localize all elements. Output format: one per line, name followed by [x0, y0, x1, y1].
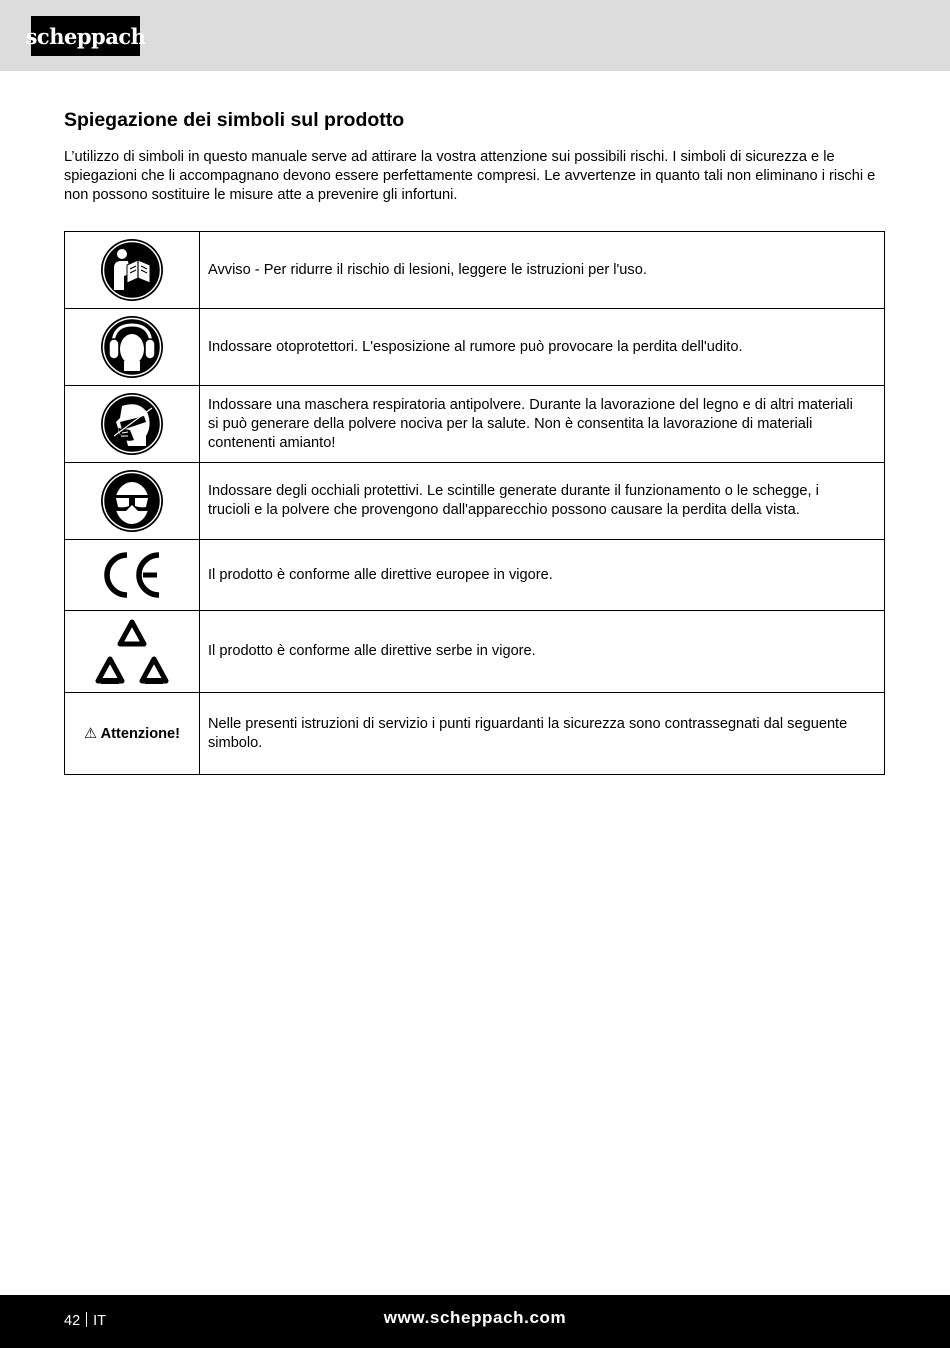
intro-paragraph: L’utilizzo di simboli in questo manuale serve ad attirare la vostra attenzione sui possibili rischi. I simboli di sicurezza e le spiegazioni che li accompagnano devono essere perfettamente compresi. Le avvertenze in quanto tali non eliminano i rischi e non possono sostituire le misure atte a prevenire gli infortuni. — [64, 149, 876, 203]
dust-mask-icon — [100, 392, 164, 456]
read-manual-icon — [100, 238, 164, 302]
symbol-cell — [65, 309, 200, 386]
table-row — [65, 611, 885, 693]
symbol-description: Avviso - Per ridurre il rischio di lesioni, leggere le istruzioni per l'uso. — [200, 232, 885, 309]
symbol-cell — [65, 386, 200, 463]
page-footer — [0, 1295, 950, 1348]
language-code: IT — [93, 1313, 107, 1329]
symbol-description: Nelle presenti istruzioni di servizio i punti riguardanti la sicurezza sono contrassegnati dal seguente simbolo. — [200, 693, 885, 775]
symbol-cell — [65, 693, 200, 775]
table-row — [65, 232, 885, 309]
symbols-table — [64, 231, 885, 775]
symbol-description: Indossare degli occhiali protettivi. Le scintille generate durante il funzionamento o le schegge, i trucioli e la polvere che provengono dall'apparecchio possono causare la perdita della vista. — [200, 463, 885, 540]
ear-protection-icon — [100, 315, 164, 379]
symbol-cell — [65, 232, 200, 309]
symbol-description: Il prodotto è conforme alle direttive europee in vigore. — [200, 540, 885, 611]
safety-goggles-icon — [100, 469, 164, 533]
symbol-description: Indossare una maschera respiratoria antipolvere. Durante la lavorazione del legno e di altri materiali si può generare della polvere nociva per la salute. Non è consentita la lavorazione di materiali contenenti amianto! — [200, 386, 885, 463]
ce-mark-icon — [99, 551, 165, 599]
table-row — [65, 540, 885, 611]
logo-text: scheppach — [25, 23, 146, 49]
table-row — [65, 309, 885, 386]
table-row — [65, 693, 885, 775]
warning-label: ⚠ Attenzione! — [83, 725, 181, 742]
scheppach-logo — [25, 16, 146, 56]
symbol-cell — [65, 611, 200, 693]
main-content — [64, 106, 886, 205]
website-link[interactable]: www.scheppach.com — [383, 1308, 567, 1327]
symbol-cell — [65, 540, 200, 611]
page-title: Spiegazione dei simboli sul prodotto — [64, 109, 405, 131]
serbian-conformity-icon — [95, 619, 169, 685]
symbol-description: Indossare otoprotettori. L'esposizione al rumore può provocare la perdita dell'udito. — [200, 309, 885, 386]
table-row — [65, 463, 885, 540]
page-number: 42 — [64, 1313, 81, 1329]
page-header — [0, 0, 950, 71]
symbol-description: Il prodotto è conforme alle direttive serbe in vigore. — [200, 611, 885, 693]
symbol-cell — [65, 463, 200, 540]
table-row — [65, 386, 885, 463]
